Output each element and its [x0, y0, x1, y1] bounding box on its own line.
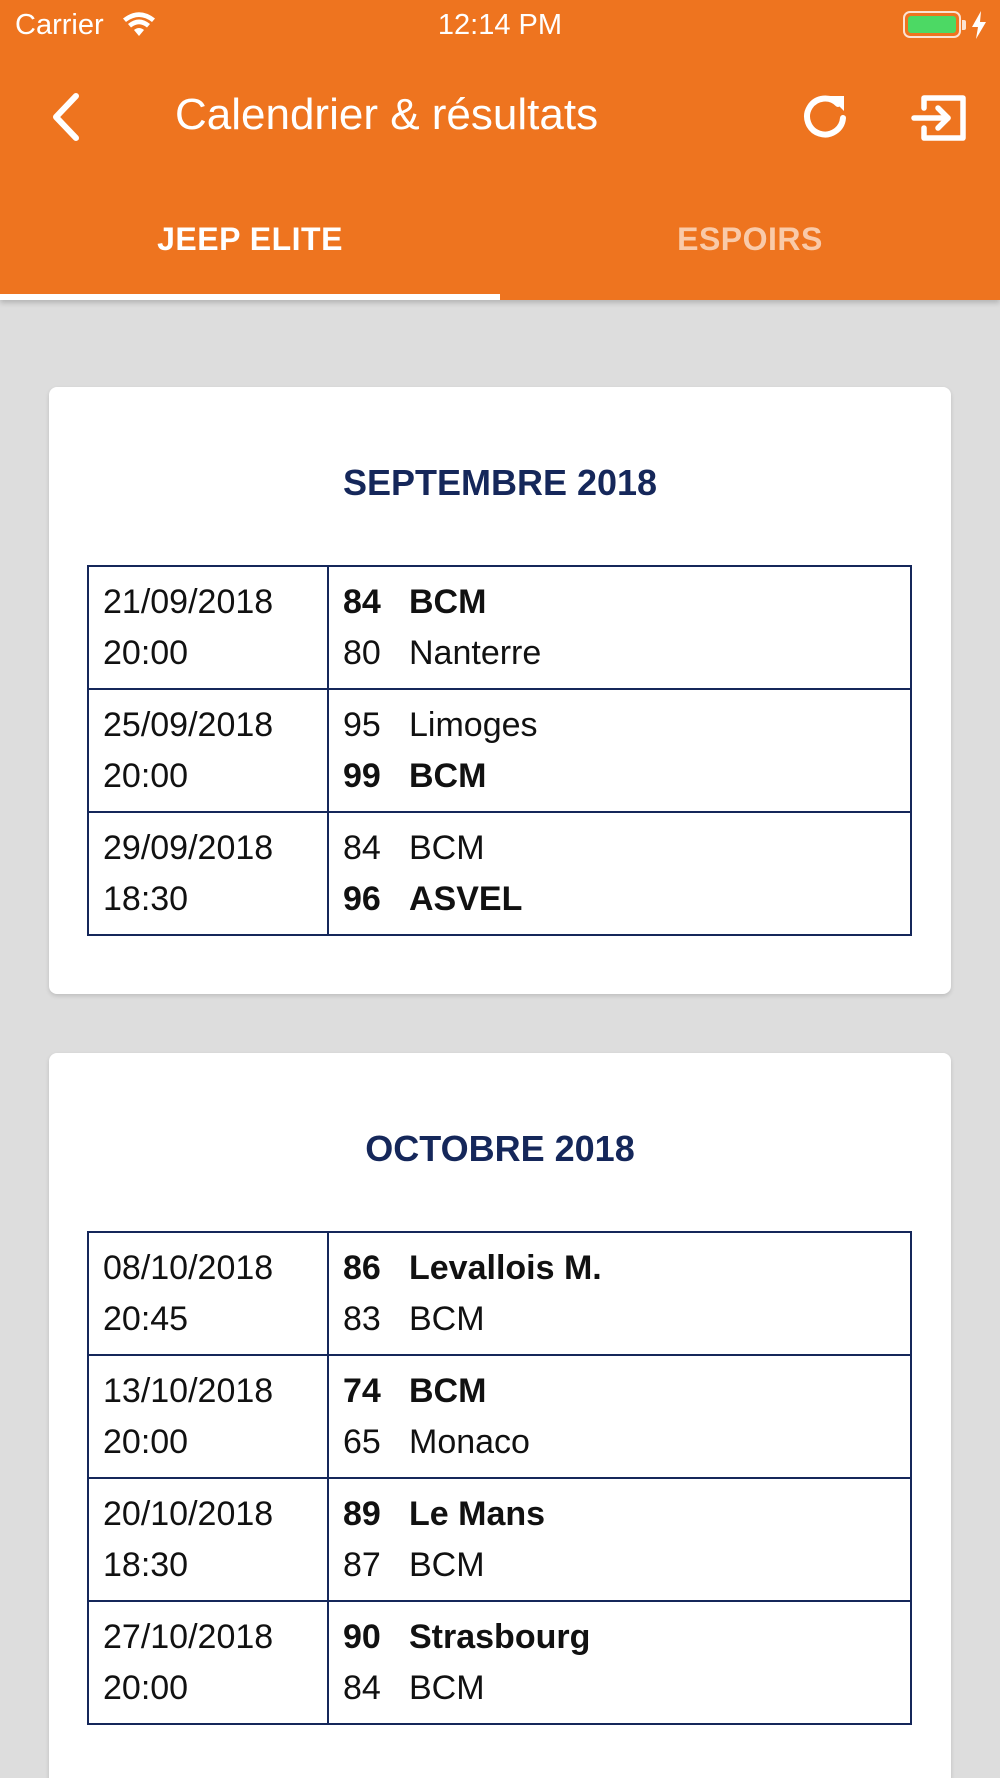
away-team: ASVEL: [409, 880, 523, 918]
status-time: 12:14 PM: [437, 9, 563, 41]
away-team: BCM: [409, 1300, 485, 1338]
game-date-cell: [88, 812, 328, 935]
game-time: 20:45: [103, 1300, 189, 1338]
game-date: 08/10/2018: [103, 1249, 274, 1287]
home-line: [343, 1612, 910, 1663]
game-date: 29/09/2018: [103, 829, 274, 867]
home-score: 90: [343, 1618, 381, 1656]
away-team: BCM: [409, 1669, 485, 1707]
home-team: Limoges: [409, 706, 538, 744]
navigation-bar: [0, 60, 1000, 170]
game-score-cell: [328, 1232, 911, 1355]
status-bar: [0, 0, 1000, 50]
game-row[interactable]: [88, 1232, 911, 1355]
game-time: 20:00: [103, 757, 189, 795]
game-row[interactable]: [88, 689, 911, 812]
game-score-cell: [328, 689, 911, 812]
tab-selected-indicator: [0, 294, 500, 300]
month-card-october: [49, 1053, 951, 1778]
away-team: Monaco: [409, 1423, 530, 1461]
month-title: OCTOBRE 2018: [365, 1128, 635, 1169]
away-line: [343, 874, 910, 925]
game-date-cell: [88, 1478, 328, 1601]
home-score: 84: [343, 583, 381, 621]
away-line: [343, 751, 910, 802]
home-team: Strasbourg: [409, 1618, 591, 1656]
home-team: BCM: [409, 1372, 487, 1410]
away-team: BCM: [409, 757, 487, 795]
away-score: 99: [343, 757, 381, 795]
battery-icon: [903, 11, 961, 38]
game-row[interactable]: [88, 812, 911, 935]
game-date-cell: [88, 566, 328, 689]
away-team: BCM: [409, 1546, 485, 1584]
game-date: 21/09/2018: [103, 583, 274, 621]
home-team: Levallois M.: [409, 1249, 602, 1287]
game-date: 27/10/2018: [103, 1618, 274, 1656]
game-score-cell: [328, 1601, 911, 1724]
page-title: Calendrier & résultats: [175, 90, 599, 139]
home-team: BCM: [409, 829, 485, 867]
game-date-cell: [88, 689, 328, 812]
game-time: 18:30: [103, 1546, 189, 1584]
game-date-cell: [88, 1232, 328, 1355]
away-line: [343, 1294, 910, 1345]
tab-espoirs[interactable]: ESPOIRS: [677, 221, 823, 257]
game-date: 25/09/2018: [103, 706, 274, 744]
away-line: [343, 628, 910, 679]
charging-bolt-icon: [970, 10, 988, 40]
game-score-cell: [328, 812, 911, 935]
games-table: [87, 1231, 912, 1725]
away-score: 96: [343, 880, 381, 918]
home-score: 89: [343, 1495, 381, 1533]
game-score-cell: [328, 1355, 911, 1478]
away-line: [343, 1540, 910, 1591]
game-date: 20/10/2018: [103, 1495, 274, 1533]
home-line: [343, 1366, 910, 1417]
game-row[interactable]: [88, 566, 911, 689]
game-score-cell: [328, 566, 911, 689]
away-score: 65: [343, 1423, 381, 1461]
away-score: 87: [343, 1546, 381, 1584]
carrier-label: Carrier: [15, 9, 104, 41]
game-time: 20:00: [103, 634, 189, 672]
battery-tip: [962, 20, 966, 30]
home-line: [343, 1489, 910, 1540]
logout-button[interactable]: [910, 88, 972, 148]
game-row[interactable]: [88, 1601, 911, 1724]
game-date-cell: [88, 1355, 328, 1478]
away-line: [343, 1663, 910, 1714]
game-time: 18:30: [103, 880, 189, 918]
game-row[interactable]: [88, 1355, 911, 1478]
tab-bar: [0, 200, 1000, 300]
away-team: Nanterre: [409, 634, 542, 672]
home-score: 74: [343, 1372, 381, 1410]
game-score-cell: [328, 1478, 911, 1601]
game-row[interactable]: [88, 1478, 911, 1601]
refresh-button[interactable]: [796, 88, 856, 148]
away-score: 84: [343, 1669, 381, 1707]
home-score: 95: [343, 706, 381, 744]
home-line: [343, 823, 910, 874]
home-line: [343, 577, 910, 628]
tab-jeep-elite[interactable]: JEEP ELITE: [157, 221, 343, 257]
home-score: 84: [343, 829, 381, 867]
home-team: Le Mans: [409, 1495, 546, 1533]
month-title: SEPTEMBRE 2018: [342, 462, 658, 503]
games-table: [87, 565, 912, 936]
back-button[interactable]: [40, 82, 100, 152]
game-time: 20:00: [103, 1669, 189, 1707]
home-team: BCM: [409, 583, 487, 621]
game-date: 13/10/2018: [103, 1372, 274, 1410]
home-line: [343, 1243, 910, 1294]
app-header: [0, 0, 1000, 300]
away-score: 80: [343, 634, 381, 672]
home-line: [343, 700, 910, 751]
game-time: 20:00: [103, 1423, 189, 1461]
away-line: [343, 1417, 910, 1468]
game-date-cell: [88, 1601, 328, 1724]
home-score: 86: [343, 1249, 381, 1287]
battery-level: [908, 16, 956, 33]
away-score: 83: [343, 1300, 381, 1338]
month-card-september: [49, 387, 951, 994]
